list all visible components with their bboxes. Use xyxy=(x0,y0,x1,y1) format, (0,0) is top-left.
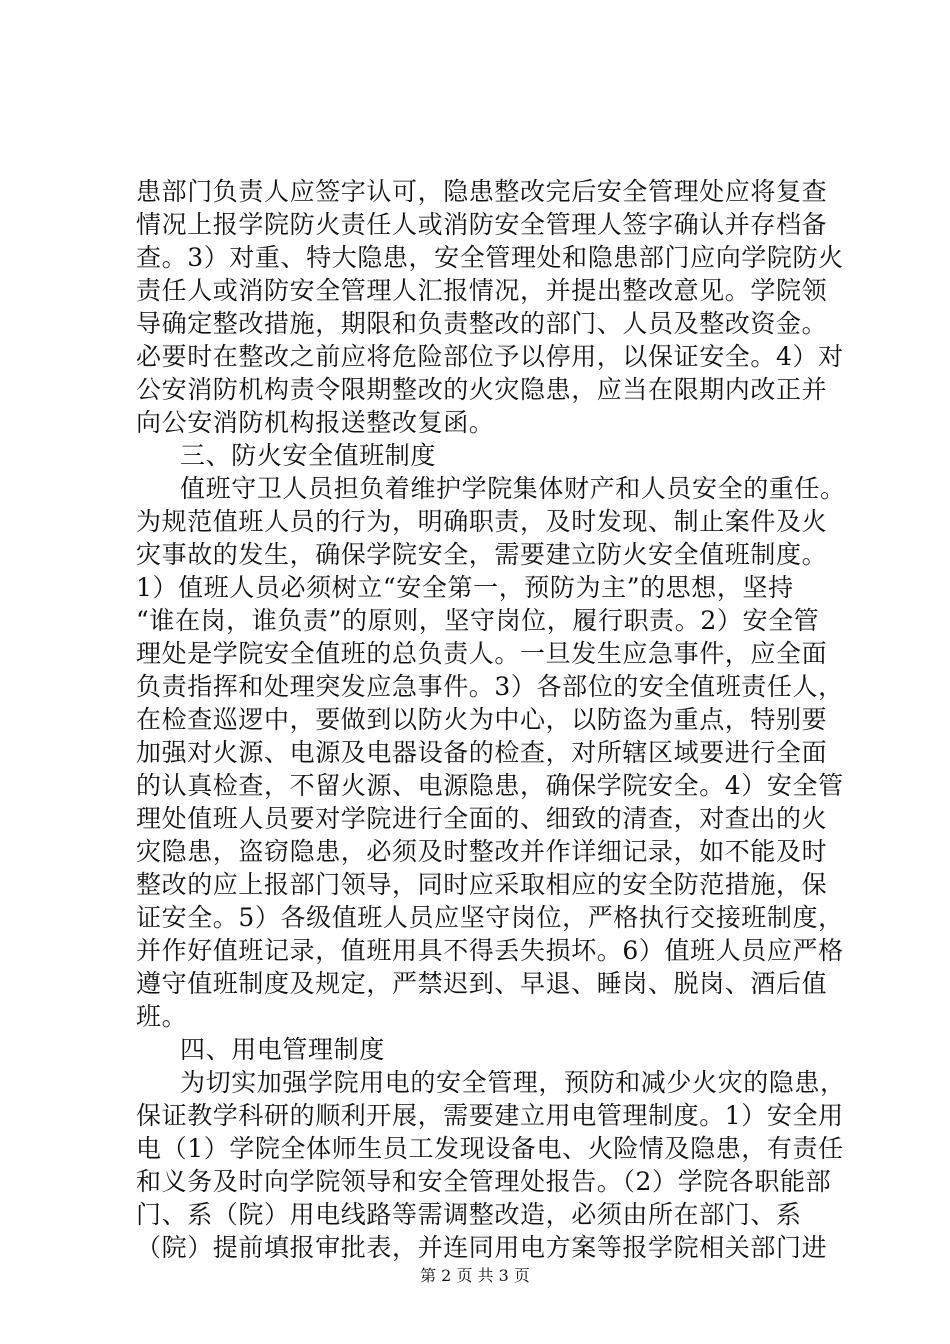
text-line: 查。3）对重、特大隐患，安全管理处和隐患部门应向学院防火 xyxy=(136,243,844,272)
text-line: 证安全。5）各级值班人员应坚守岗位，严格执行交接班制度， xyxy=(136,903,844,932)
text-line: 电（1）学院全体师生员工发现设备电、火险情及隐患，有责任 xyxy=(136,1134,844,1163)
text-line: 并作好值班记录，值班用具不得丢失损坏。6）值班人员应严格 xyxy=(136,936,844,965)
text-line: 1）值班人员必须树立“安全第一，预防为主”的思想，坚持 xyxy=(136,573,794,602)
text-line: 班。 xyxy=(136,1002,188,1031)
text-line: 加强对火源、电源及电器设备的检查，对所辖区域要进行全面 xyxy=(136,738,828,767)
text-line: 导确定整改措施，期限和负责整改的部门、人员及整改资金。 xyxy=(136,309,828,338)
text-line: 为切实加强学院用电的安全管理，预防和减少火灾的隐患， xyxy=(180,1068,846,1097)
text-line: 理处值班人员要对学院进行全面的、细致的清查，对查出的火 xyxy=(136,804,828,833)
text-line: “谁在岗，谁负责”的原则，坚守岗位，履行职责。2）安全管 xyxy=(136,606,820,635)
text-line: 灾事故的发生，确保学院安全，需要建立防火安全值班制度。 xyxy=(136,540,828,569)
text-line: 向公安消防机构报送整改复函。 xyxy=(136,408,495,437)
text-line: 门、系（院）用电线路等需调整改造，必须由所在部门、系 xyxy=(136,1200,802,1229)
text-line: 负责指挥和处理突发应急事件。3）各部位的安全值班责任人， xyxy=(136,672,844,701)
text-line: 和义务及时向学院领导和安全管理处报告。（2）学院各职能部 xyxy=(136,1167,832,1196)
text-line: 值班守卫人员担负着维护学院集体财产和人员安全的重任。 xyxy=(180,474,846,503)
text-line: 在检查巡逻中，要做到以防火为中心，以防盗为重点，特别要 xyxy=(136,705,828,734)
page-number-footer: 第 2 页 共 3 页 xyxy=(420,1266,530,1285)
text-line: 遵守值班制度及规定，严禁迟到、早退、睡岗、脱岗、酒后值 xyxy=(136,969,828,998)
text-line: 保证教学科研的顺利开展，需要建立用电管理制度。1）安全用 xyxy=(136,1101,844,1130)
text-line: 患部门负责人应签字认可，隐患整改完后安全管理处应将复查 xyxy=(136,177,828,206)
text-line: 必要时在整改之前应将危险部位予以停用，以保证安全。4）对 xyxy=(136,342,844,371)
text-line: 为规范值班人员的行为，明确职责，及时发现、制止案件及火 xyxy=(136,507,828,536)
text-line: （院）提前填报审批表，并连同用电方案等报学院相关部门进 xyxy=(136,1233,828,1262)
text-line: 情况上报学院防火责任人或消防安全管理人签字确认并存档备 xyxy=(136,210,828,239)
text-line: 的认真检查，不留火源、电源隐患，确保学院安全。4）安全管 xyxy=(136,771,844,800)
section-heading: 三、防火安全值班制度 xyxy=(180,441,437,470)
text-line: 责任人或消防安全管理人汇报情况，并提出整改意见。学院领 xyxy=(136,276,828,305)
text-line: 公安消防机构责令限期整改的火灾隐患，应当在限期内改正并 xyxy=(136,375,828,404)
text-line: 理处是学院安全值班的总负责人。一旦发生应急事件，应全面 xyxy=(136,639,828,668)
text-line: 整改的应上报部门领导，同时应采取相应的安全防范措施，保 xyxy=(136,870,828,899)
text-line: 灾隐患，盗窃隐患，必须及时整改并作详细记录，如不能及时 xyxy=(136,837,828,866)
section-heading: 四、用电管理制度 xyxy=(180,1035,385,1064)
